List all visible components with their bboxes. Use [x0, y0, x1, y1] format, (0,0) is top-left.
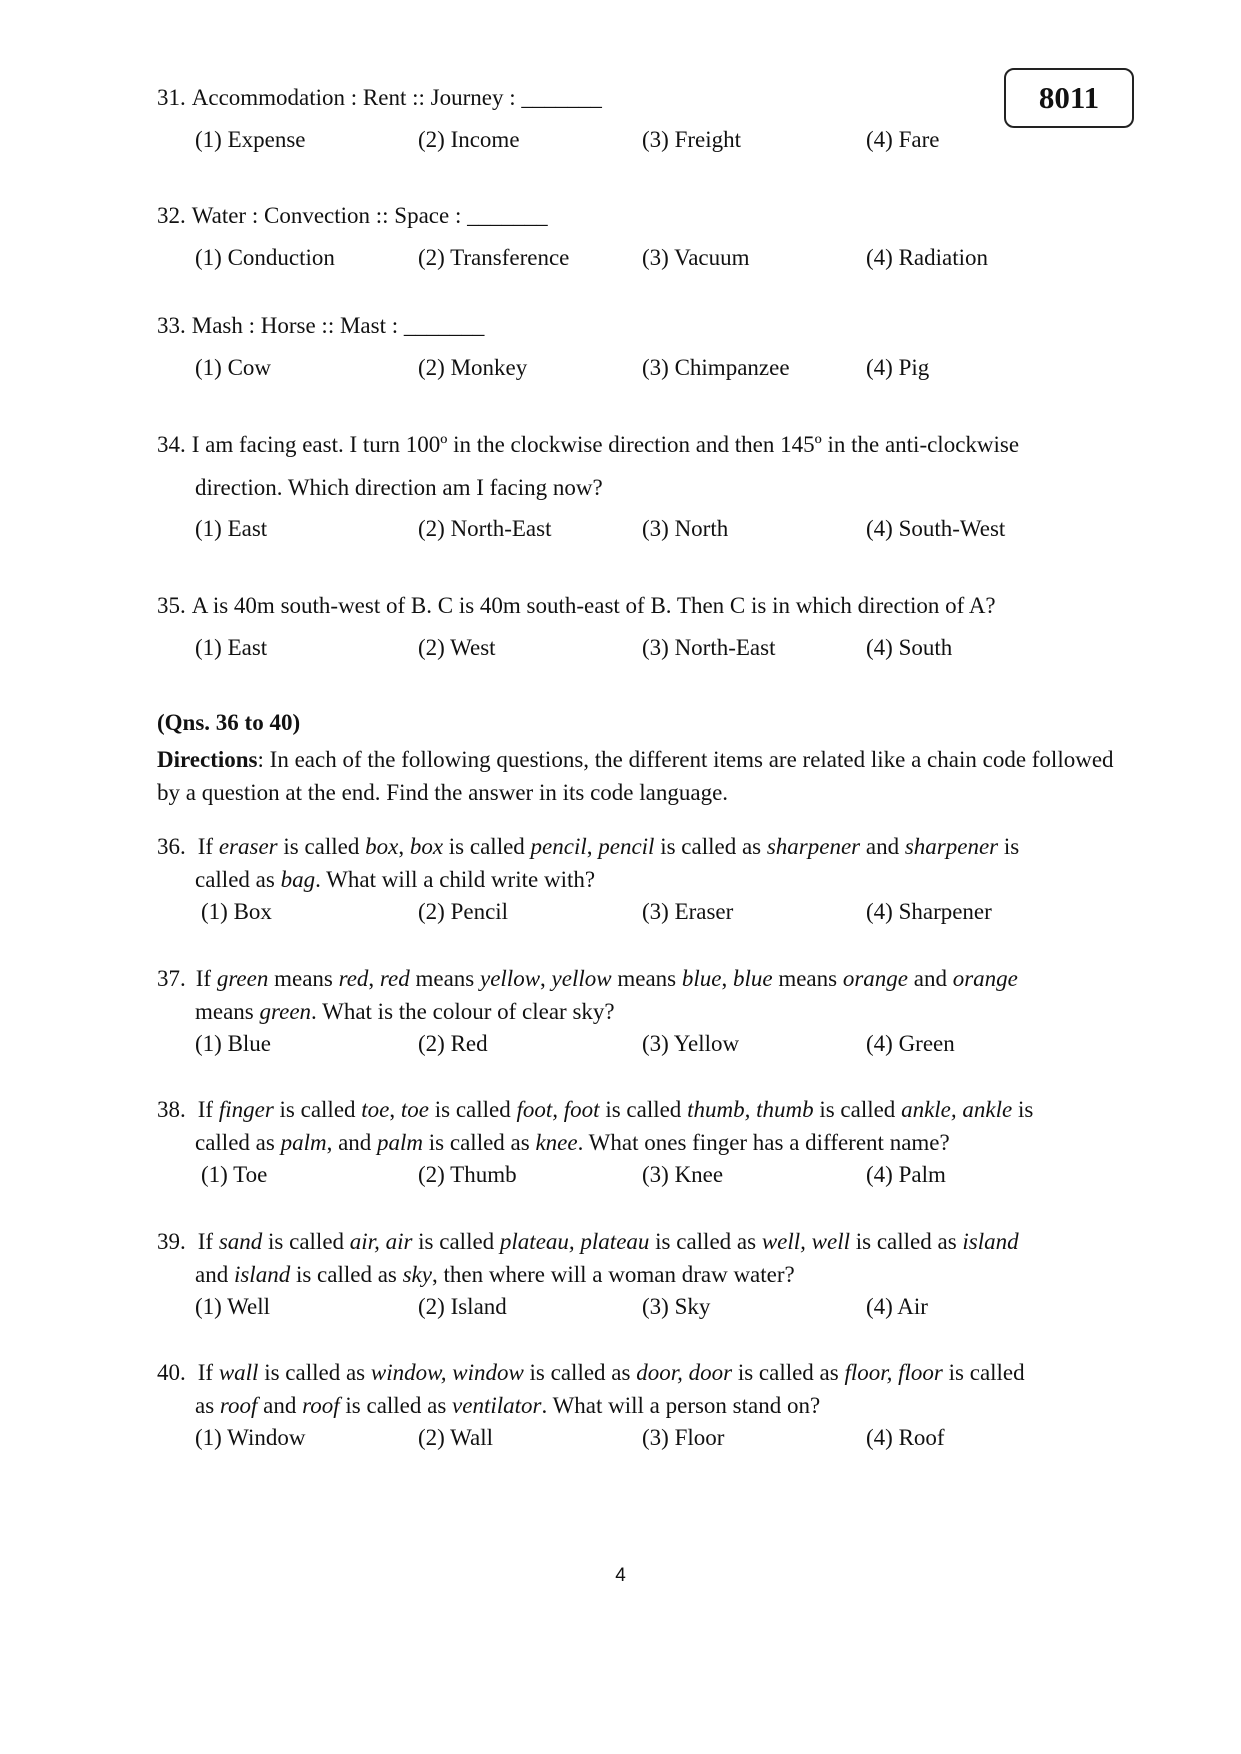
option-2: (2) Monkey [418, 354, 528, 380]
option-4: (4) Radiation [866, 244, 988, 270]
option-3: (3) North [642, 516, 729, 542]
question-32 [157, 202, 1117, 272]
options-row [157, 126, 1117, 154]
option-4: (4) Pig [866, 354, 930, 380]
option-1: (1) Blue [195, 1031, 272, 1057]
option-4: (4) Roof [866, 1425, 945, 1451]
question-stem-continued: and island is called as sky, then where will a woman draw water? [195, 1261, 795, 1287]
option-2: (2) Transference [418, 244, 570, 270]
directions-text [157, 743, 1117, 809]
option-1: (1) Cow [195, 354, 272, 380]
option-3: (3) Freight [642, 126, 742, 152]
question-35 [157, 592, 1117, 662]
options-row [157, 1030, 1117, 1058]
question-number: 34. [157, 432, 186, 457]
option-2: (2) Island [418, 1294, 507, 1320]
question-37 [157, 965, 1117, 1058]
option-4: (4) South-West [866, 516, 1006, 542]
option-2: (2) Wall [418, 1425, 494, 1451]
option-3: (3) North-East [642, 634, 776, 660]
question-stem: If wall is called as window, window is called as door, door is called as floor, floor is called [197, 1360, 1025, 1385]
option-1: (1) Toe [201, 1162, 268, 1188]
options-row [157, 244, 1117, 272]
option-2: (2) West [418, 634, 496, 660]
options-row [157, 354, 1117, 382]
question-stem: Water : Convection :: Space : _______ [191, 203, 548, 228]
question-stem-continued: direction. Which direction am I facing now? [195, 474, 603, 500]
option-3: (3) Eraser [642, 899, 734, 925]
options-row [157, 1424, 1117, 1452]
question-stem: If sand is called air, air is called plateau, plateau is called as well, well is called as island [197, 1229, 1019, 1254]
question-number: 36. [157, 834, 186, 859]
option-1: (1) Well [195, 1294, 271, 1320]
option-2: (2) Thumb [418, 1162, 517, 1188]
question-stem: A is 40m south-west of B. C is 40m south-east of B. Then C is in which direction of A? [191, 593, 996, 618]
question-number: 35. [157, 593, 186, 618]
directions-body: : In each of the following questions, the different items are related like a chain code followed by a question at the end. Find the answer in its code language. [157, 747, 1114, 805]
option-4: (4) Sharpener [866, 899, 992, 925]
question-number: 31. [157, 85, 186, 110]
option-2: (2) North-East [418, 516, 552, 542]
option-1: (1) Conduction [195, 244, 335, 270]
options-row [157, 515, 1117, 543]
question-stem: If eraser is called box, box is called pencil, pencil is called as sharpener and sharpener is [197, 834, 1020, 859]
question-stem-continued: called as palm, and palm is called as knee. What ones finger has a different name? [195, 1129, 950, 1155]
question-stem: Accommodation : Rent :: Journey : _______ [191, 85, 602, 110]
question-number: 40. [157, 1360, 186, 1385]
options-row [157, 634, 1117, 662]
question-38 [157, 1096, 1117, 1189]
question-31 [157, 84, 1117, 154]
directions-heading: (Qns. 36 to 40) [157, 710, 301, 735]
question-number: 33. [157, 313, 186, 338]
question-39 [157, 1228, 1117, 1321]
question-number: 32. [157, 203, 186, 228]
question-stem-continued: as roof and roof is called as ventilator. What will a person stand on? [195, 1392, 821, 1418]
option-3: (3) Yellow [642, 1031, 740, 1057]
options-row [157, 1161, 1117, 1189]
option-2: (2) Pencil [418, 899, 509, 925]
option-4: (4) South [866, 634, 953, 660]
option-4: (4) Fare [866, 126, 940, 152]
option-3: (3) Chimpanzee [642, 354, 790, 380]
question-33 [157, 312, 1117, 382]
question-stem: Mash : Horse :: Mast : _______ [191, 313, 485, 338]
page-number: 4 [615, 1565, 626, 1586]
option-1: (1) Box [201, 899, 272, 925]
option-4: (4) Air [866, 1294, 928, 1320]
option-3: (3) Knee [642, 1162, 724, 1188]
question-stem-continued: called as bag. What will a child write with? [195, 866, 596, 892]
option-3: (3) Floor [642, 1425, 725, 1451]
question-stem-continued: means green. What is the colour of clear sky? [195, 998, 615, 1024]
options-row [157, 1293, 1117, 1321]
question-stem: If finger is called toe, toe is called foot, foot is called thumb, thumb is called ankle, ankle is [197, 1097, 1034, 1122]
paper-code: 8011 [1038, 80, 1100, 116]
option-2: (2) Red [418, 1031, 488, 1057]
question-number: 37. [157, 966, 186, 991]
option-3: (3) Sky [642, 1294, 711, 1320]
option-1: (1) East [195, 634, 268, 660]
option-1: (1) Expense [195, 126, 306, 152]
option-4: (4) Green [866, 1031, 955, 1057]
question-stem: I am facing east. I turn 100º in the clockwise direction and then 145º in the anti-clockwise [191, 432, 1020, 457]
question-number: 38. [157, 1097, 186, 1122]
options-row [157, 898, 1117, 926]
option-4: (4) Palm [866, 1162, 946, 1188]
question-36 [157, 833, 1117, 926]
option-3: (3) Vacuum [642, 244, 750, 270]
question-number: 39. [157, 1229, 186, 1254]
option-1: (1) East [195, 516, 268, 542]
option-2: (2) Income [418, 126, 520, 152]
option-1: (1) Window [195, 1425, 306, 1451]
question-40 [157, 1359, 1117, 1452]
question-stem: If green means red, red means yellow, yellow means blue, blue means orange and orange [195, 966, 1018, 991]
directions-label: Directions [157, 747, 258, 772]
question-34 [157, 431, 1117, 543]
